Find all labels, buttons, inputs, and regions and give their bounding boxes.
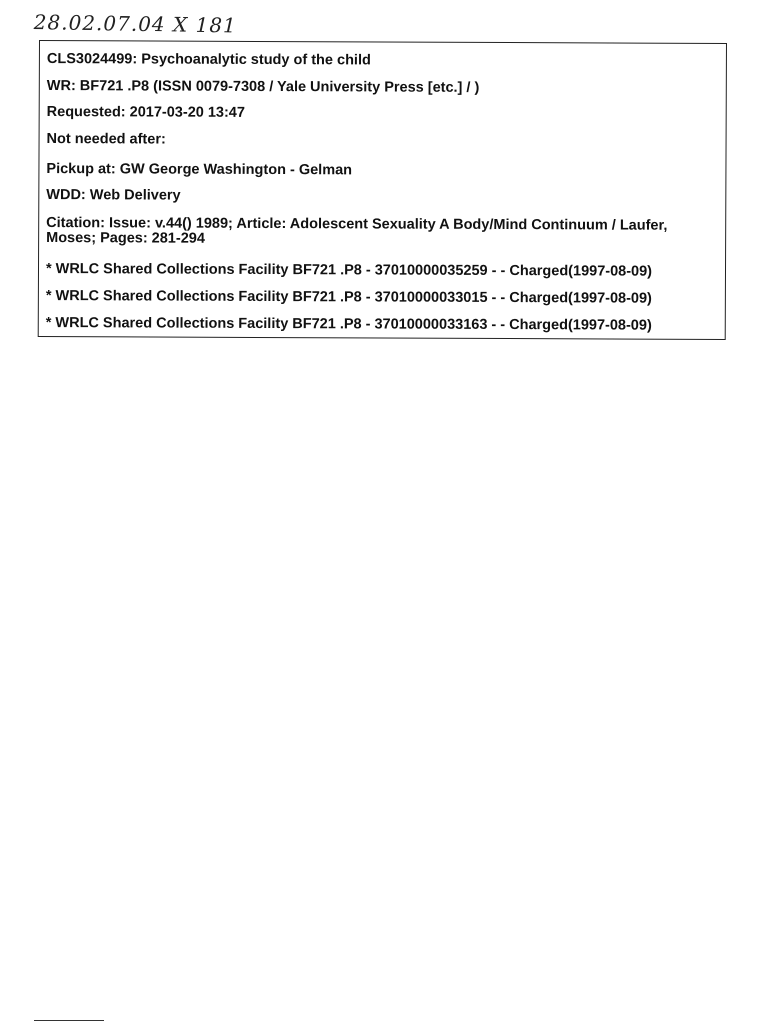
requested-date: Requested: 2017-03-20 13:47 [46, 104, 246, 121]
request-slip [38, 40, 727, 340]
holding-item: * WRLC Shared Collections Facility BF721 .P8 - 37010000033163 - - Charged(1997-08-09) [45, 315, 652, 334]
wr-call-number: WR: BF721 .P8 (ISSN 0079-7308 / Yale University Press [etc.] / ) [46, 78, 480, 96]
request-title: CLS3024499: Psychoanalytic study of the child [46, 51, 371, 69]
holding-item: * WRLC Shared Collections Facility BF721 .P8 - 37010000035259 - - Charged(1997-08-09) [45, 261, 653, 280]
handwritten-note: 28.02.07.04 X 181 [33, 10, 237, 38]
not-needed-after: Not needed after: [46, 131, 166, 148]
citation: Citation: Issue: v.44() 1989; Article: Adolescent Sexuality A Body/Mind Continuum / Laufer, Moses; Pages: 281-294 [46, 215, 668, 247]
holding-item: * WRLC Shared Collections Facility BF721 .P8 - 37010000033015 - - Charged(1997-08-09) [45, 288, 652, 307]
page-edge-rule [34, 1020, 104, 1021]
pickup-location: Pickup at: GW George Washington - Gelman [46, 161, 353, 179]
delivery-method: WDD: Web Delivery [46, 187, 181, 204]
